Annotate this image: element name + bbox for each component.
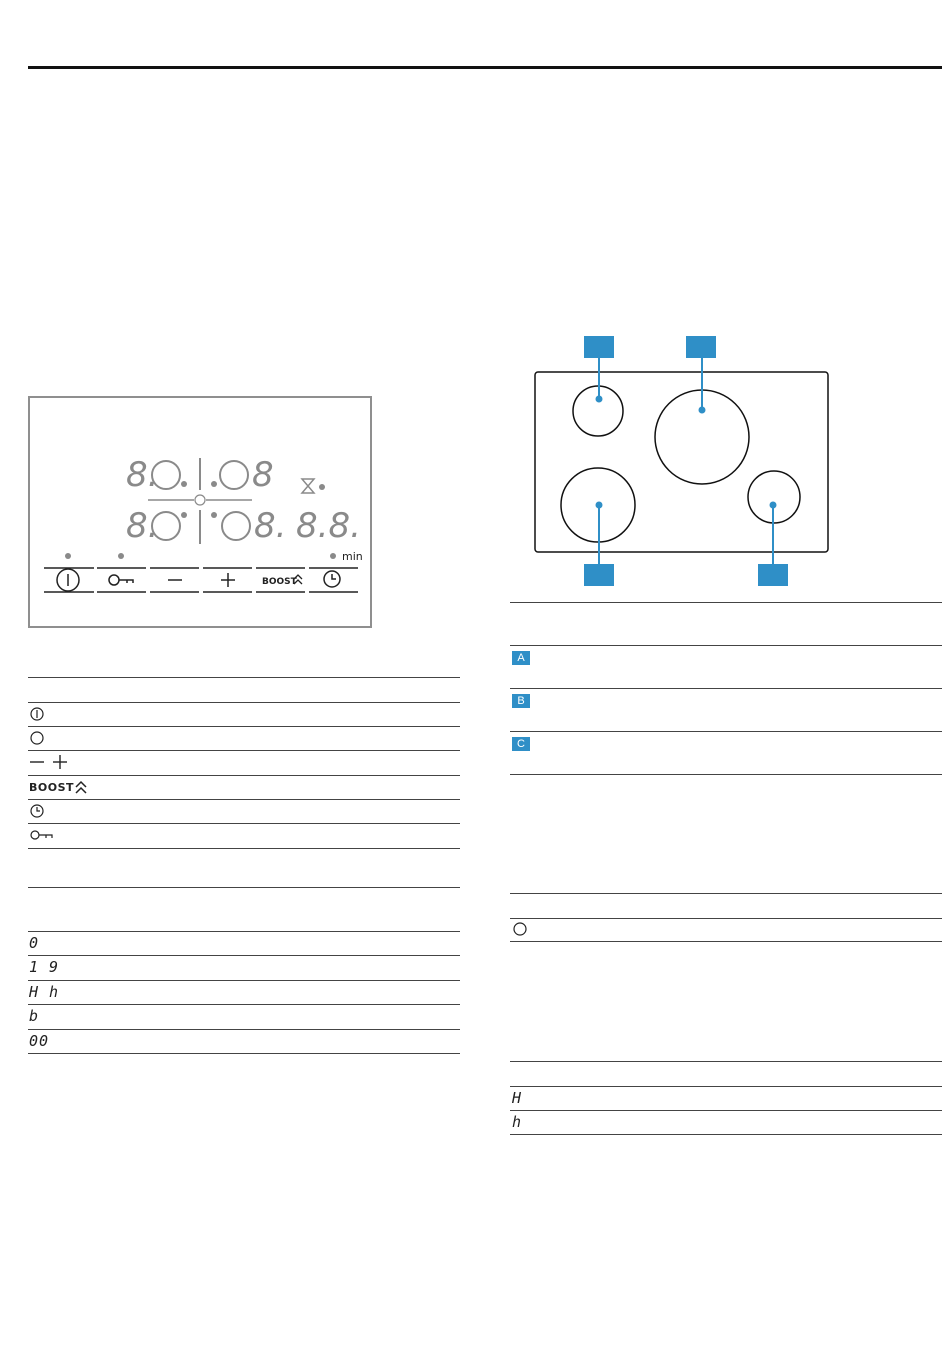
display-right-top: 8 xyxy=(252,455,274,495)
key-icon[interactable] xyxy=(109,575,133,585)
clock-small-icon xyxy=(195,495,205,505)
badge-a: A xyxy=(512,651,530,665)
plus-icon[interactable] xyxy=(221,573,235,587)
power-symbol-row xyxy=(29,704,45,724)
hourglass-icon xyxy=(302,479,314,493)
zone-symbol-row xyxy=(29,728,45,748)
level-row-0: 0 xyxy=(29,934,40,952)
clock-icon xyxy=(29,803,45,819)
zone-circle-row xyxy=(512,921,528,941)
min-label: min xyxy=(342,550,363,563)
boost-label: BOOST xyxy=(29,780,75,794)
level-row-h: H h xyxy=(29,983,60,1001)
lock-row xyxy=(29,825,55,845)
minus-plus-icon xyxy=(29,754,69,770)
hob-diagram xyxy=(520,330,840,590)
indicator-dot xyxy=(211,481,217,487)
hob-outline xyxy=(535,372,828,552)
callout-box xyxy=(686,336,716,358)
badge-c: C xyxy=(512,737,530,751)
control-panel-illustration xyxy=(28,396,372,628)
display-left-top: 8. xyxy=(126,455,159,495)
timer-icon[interactable] xyxy=(324,571,340,587)
residual-heat-h-upper: H xyxy=(512,1089,523,1107)
timer-display: 8.8. xyxy=(296,506,361,546)
boost-row xyxy=(29,777,88,797)
display-left-bottom: 8. xyxy=(126,506,159,546)
residual-heat-h-lower: h xyxy=(512,1113,523,1131)
zone-indicator-right-top xyxy=(220,461,248,489)
circle-icon xyxy=(29,730,45,746)
callout-box xyxy=(584,336,614,358)
indicator-dot xyxy=(181,481,187,487)
callout-box xyxy=(758,564,788,586)
power-icon xyxy=(29,706,45,722)
top-rule xyxy=(28,66,942,69)
minus-plus-row xyxy=(29,752,69,772)
zone-indicator-right-bottom xyxy=(222,512,250,540)
level-row-b: b xyxy=(29,1007,40,1025)
boost-chevron-icon xyxy=(74,779,88,795)
timer-row xyxy=(29,801,45,821)
display-right-bottom: 8. xyxy=(254,506,287,546)
badge-b: B xyxy=(512,694,530,708)
level-row-1-9: 1 9 xyxy=(29,958,60,976)
circle-icon xyxy=(512,921,528,937)
boost-label: BOOST xyxy=(262,577,297,587)
control-panel-svg xyxy=(30,398,370,626)
callout-box xyxy=(584,564,614,586)
key-icon xyxy=(29,827,55,843)
level-row-00: 00 xyxy=(29,1032,50,1050)
